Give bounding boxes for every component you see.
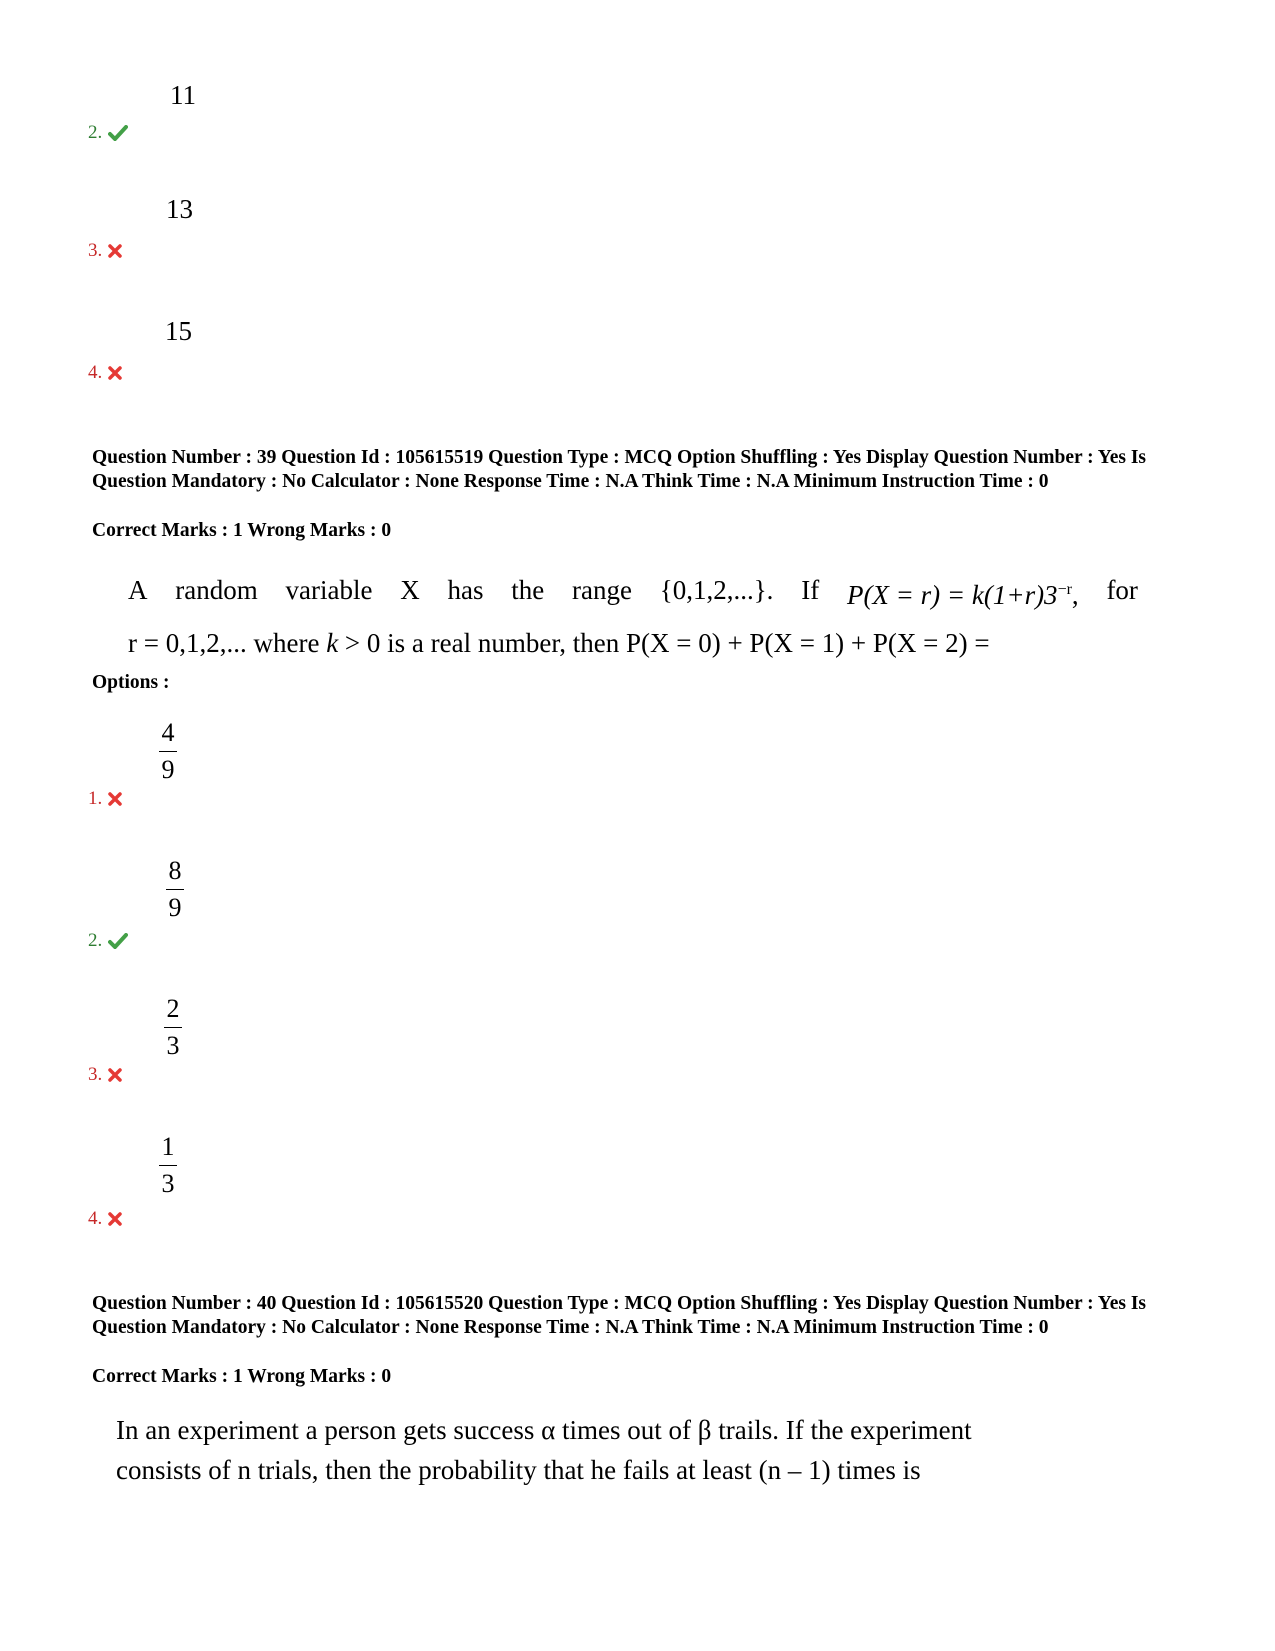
option-fraction bbox=[164, 994, 182, 1061]
options-label: Options : bbox=[92, 672, 170, 693]
numerator: 8 bbox=[168, 856, 182, 885]
word: has bbox=[447, 575, 484, 605]
option-number-label: 2. bbox=[88, 930, 103, 951]
option-value: 11 bbox=[170, 80, 196, 110]
formula bbox=[847, 566, 1079, 619]
word: X bbox=[400, 575, 420, 605]
word: range bbox=[572, 575, 632, 605]
formula-exponent: −r bbox=[1057, 581, 1072, 598]
option-value: 15 bbox=[165, 316, 192, 346]
denominator: 9 bbox=[161, 755, 175, 784]
question-marks: Correct Marks : 1 Wrong Marks : 0 bbox=[92, 520, 392, 541]
option-number-label: 1. bbox=[88, 788, 103, 809]
fraction-bar bbox=[159, 751, 177, 752]
option-value: 13 bbox=[166, 194, 193, 224]
question-text bbox=[116, 1410, 972, 1490]
question-text-line-1 bbox=[128, 566, 1138, 619]
option-number-label: 4. bbox=[88, 1208, 103, 1229]
question-text bbox=[128, 566, 1138, 667]
cross-icon bbox=[108, 1068, 122, 1082]
denominator: 9 bbox=[168, 893, 182, 922]
text-segment: k bbox=[326, 628, 339, 658]
word: {0,1,2,...}. bbox=[659, 575, 774, 605]
word: random bbox=[175, 575, 258, 605]
check-icon bbox=[108, 933, 128, 949]
fraction-bar bbox=[166, 889, 184, 890]
check-icon bbox=[108, 125, 128, 141]
option-number bbox=[88, 930, 128, 952]
option-number bbox=[88, 240, 122, 262]
option-number-label: 2. bbox=[88, 122, 103, 143]
cross-icon bbox=[108, 792, 122, 806]
cross-icon bbox=[108, 1212, 122, 1226]
numerator: 4 bbox=[161, 718, 175, 747]
text-segment: r = 0,1,2,... where bbox=[128, 628, 327, 658]
option-number bbox=[88, 1208, 122, 1230]
option-number-label: 3. bbox=[88, 240, 103, 261]
question-meta: Question Number : 40 Question Id : 105615520 Question Type : MCQ Option Shuffling : Yes Display Question Number : Yes Is Question Mandatory : No Calculator : None Response Time : N.A Think Time : N.A Minimum Instruction Time : 0 bbox=[92, 1293, 1147, 1338]
fraction-bar bbox=[159, 1165, 177, 1166]
option-number bbox=[88, 788, 122, 810]
denominator: 3 bbox=[166, 1031, 180, 1060]
question-meta: Question Number : 39 Question Id : 105615519 Question Type : MCQ Option Shuffling : Yes Display Question Number : Yes Is Question Mandatory : No Calculator : None Response Time : N.A Think Time : N.A Minimum Instruction Time : 0 bbox=[92, 447, 1147, 492]
option-fraction bbox=[166, 856, 184, 923]
option-fraction bbox=[159, 718, 177, 785]
fraction-bar bbox=[164, 1027, 182, 1028]
cross-icon bbox=[108, 244, 122, 258]
option-fraction bbox=[159, 1132, 177, 1199]
word: the bbox=[511, 575, 545, 605]
word: If bbox=[801, 575, 820, 605]
option-number-label: 4. bbox=[88, 362, 103, 383]
option-number-label: 3. bbox=[88, 1064, 103, 1085]
numerator: 2 bbox=[166, 994, 180, 1023]
question-marks: Correct Marks : 1 Wrong Marks : 0 bbox=[92, 1366, 392, 1387]
denominator: 3 bbox=[161, 1169, 175, 1198]
word: , bbox=[1071, 580, 1079, 610]
question-text-line-1: In an experiment a person gets success α times out of β trails. If the experiment bbox=[116, 1415, 972, 1445]
word: for bbox=[1106, 575, 1138, 605]
question-text-line-2 bbox=[128, 619, 1138, 667]
option-number bbox=[88, 1064, 122, 1086]
word: A bbox=[128, 575, 148, 605]
formula-text: P(X = r) = k(1+r)3 bbox=[846, 580, 1058, 610]
option-number bbox=[88, 122, 128, 144]
numerator: 1 bbox=[161, 1132, 175, 1161]
cross-icon bbox=[108, 366, 122, 380]
question-text-line-2: consists of n trials, then the probability that he fails at least (n – 1) times is bbox=[116, 1455, 921, 1485]
option-number bbox=[88, 362, 122, 384]
word: variable bbox=[285, 575, 373, 605]
text-segment: > 0 is a real number, then P(X = 0) + P(X = 1) + P(X = 2) = bbox=[338, 628, 990, 658]
